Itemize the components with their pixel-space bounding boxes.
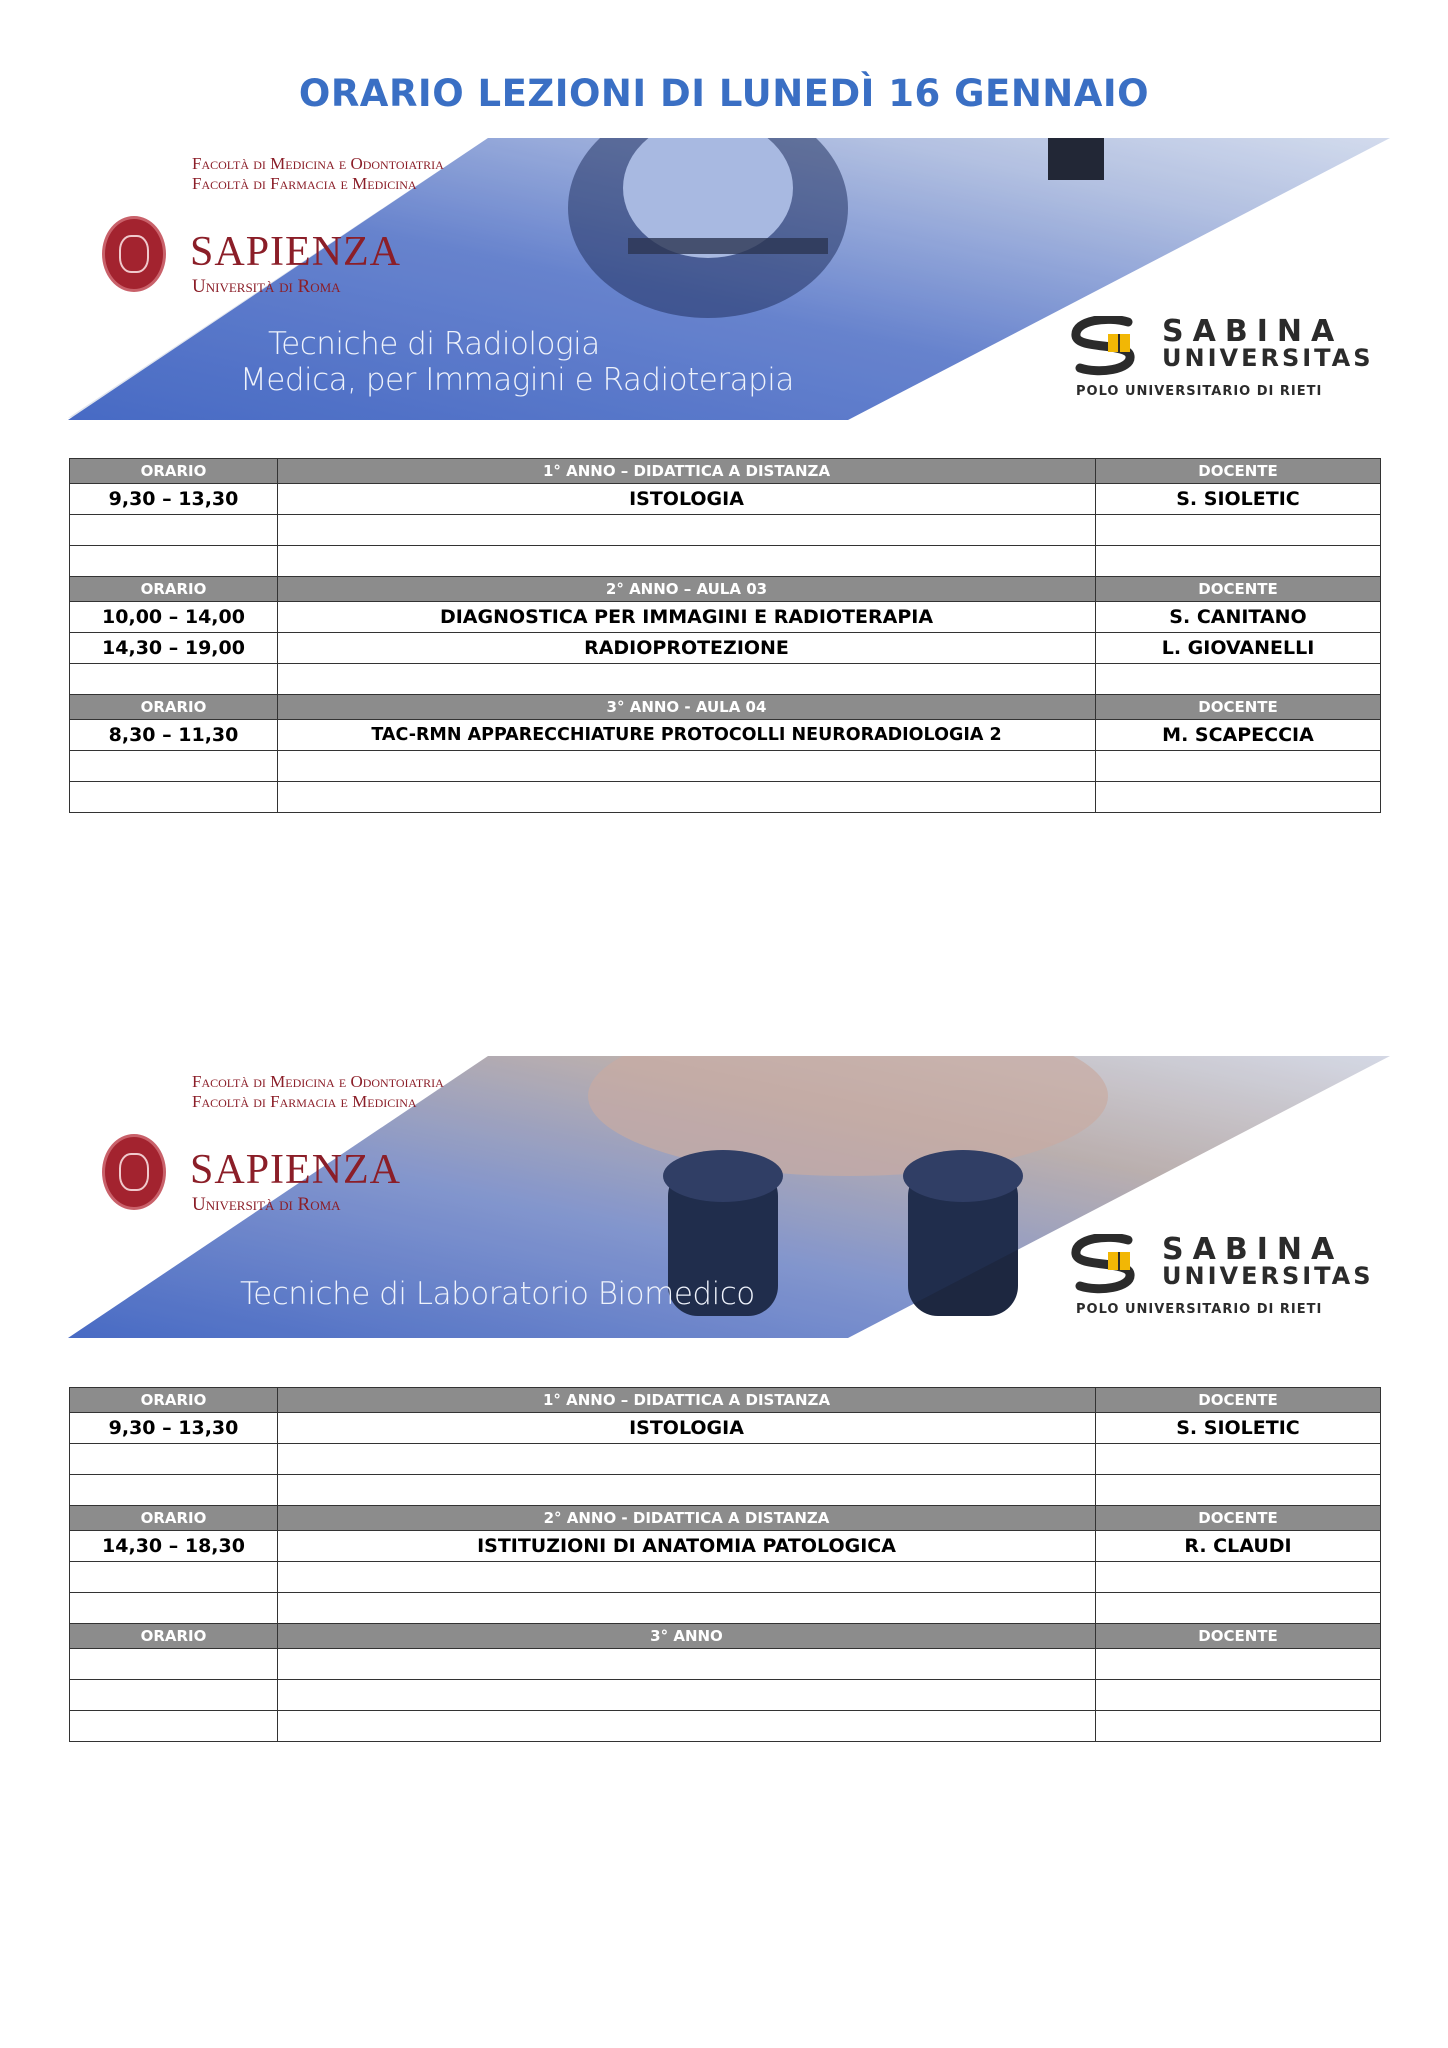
- cell-subject: RADIOPROTEZIONE: [278, 633, 1096, 664]
- cell-teacher: [1096, 664, 1381, 695]
- sabina-universitas-logo: [1068, 316, 1378, 406]
- header-time: ORARIO: [70, 1624, 278, 1649]
- course-title-line-1: Tecniche di Radiologia: [268, 326, 600, 362]
- header-teacher: DOCENTE: [1096, 695, 1381, 720]
- table-row: [70, 1444, 1381, 1475]
- partner-name: SABINA: [1162, 314, 1344, 349]
- cell-time: [70, 1680, 278, 1711]
- cell-teacher: [1096, 1711, 1381, 1742]
- table-row: [70, 1413, 1381, 1444]
- table-row: [70, 751, 1381, 782]
- course-banner-radiology: [68, 138, 1390, 420]
- header-teacher: DOCENTE: [1096, 577, 1381, 602]
- table-row: [70, 515, 1381, 546]
- cell-time: 8,30 – 11,30: [70, 720, 278, 751]
- cell-teacher: S. CANITANO: [1096, 602, 1381, 633]
- table-header-row: [70, 1624, 1381, 1649]
- cell-subject: [278, 1649, 1096, 1680]
- table-row: [70, 633, 1381, 664]
- header-year: 1° ANNO – DIDATTICA A DISTANZA: [278, 1388, 1096, 1413]
- header-year: 2° ANNO – AULA 03: [278, 577, 1096, 602]
- cell-subject: [278, 782, 1096, 813]
- cell-time: 9,30 – 13,30: [70, 484, 278, 515]
- cell-subject: DIAGNOSTICA PER IMMAGINI E RADIOTERAPIA: [278, 602, 1096, 633]
- table-row: [70, 484, 1381, 515]
- table-row: [70, 782, 1381, 813]
- table-header-row: [70, 695, 1381, 720]
- cell-teacher: M. SCAPECCIA: [1096, 720, 1381, 751]
- cell-subject: [278, 1444, 1096, 1475]
- sabina-book-icon: [1068, 316, 1158, 376]
- cell-time: [70, 1649, 278, 1680]
- table-header-row: [70, 459, 1381, 484]
- header-time: ORARIO: [70, 577, 278, 602]
- cell-time: [70, 782, 278, 813]
- cell-time: [70, 751, 278, 782]
- header-year: 1° ANNO – DIDATTICA A DISTANZA: [278, 459, 1096, 484]
- cell-subject: [278, 751, 1096, 782]
- table-header-row: [70, 1388, 1381, 1413]
- faculty-line-2: Facoltà di Farmacia e Medicina: [192, 174, 417, 193]
- table-row: [70, 720, 1381, 751]
- cell-teacher: [1096, 515, 1381, 546]
- table-header-row: [70, 1506, 1381, 1531]
- cell-subject: [278, 1562, 1096, 1593]
- header-time: ORARIO: [70, 695, 278, 720]
- cell-time: [70, 546, 278, 577]
- cell-teacher: S. SIOLETIC: [1096, 484, 1381, 515]
- cell-teacher: [1096, 546, 1381, 577]
- cell-time: 9,30 – 13,30: [70, 1413, 278, 1444]
- cell-time: 14,30 – 18,30: [70, 1531, 278, 1562]
- cell-teacher: S. SIOLETIC: [1096, 1413, 1381, 1444]
- cell-subject: ISTOLOGIA: [278, 1413, 1096, 1444]
- cell-subject: [278, 664, 1096, 695]
- cell-teacher: [1096, 1593, 1381, 1624]
- page-title: ORARIO LEZIONI DI LUNEDÌ 16 GENNAIO: [298, 72, 1150, 115]
- university-name: SAPIENZA: [190, 229, 402, 275]
- header-teacher: DOCENTE: [1096, 459, 1381, 484]
- cell-teacher: [1096, 751, 1381, 782]
- table-row: [70, 1531, 1381, 1562]
- header-teacher: DOCENTE: [1096, 1388, 1381, 1413]
- university-name: SAPIENZA: [190, 1147, 402, 1193]
- cell-time: 10,00 – 14,00: [70, 602, 278, 633]
- partner-sub: UNIVERSITAS: [1162, 344, 1374, 372]
- table-row: [70, 602, 1381, 633]
- schedule-table-laboratory: [69, 1387, 1381, 1742]
- cell-teacher: [1096, 1680, 1381, 1711]
- cell-time: [70, 664, 278, 695]
- sabina-book-icon: [1068, 1234, 1158, 1294]
- faculty-line-2: Facoltà di Farmacia e Medicina: [192, 1092, 417, 1111]
- header-year: 2° ANNO - DIDATTICA A DISTANZA: [278, 1506, 1096, 1531]
- course-banner-laboratory: [68, 1056, 1390, 1338]
- partner-polo: POLO UNIVERSITARIO DI RIETI: [1076, 384, 1323, 399]
- cell-time: [70, 1562, 278, 1593]
- cell-time: [70, 515, 278, 546]
- header-year: 3° ANNO: [278, 1624, 1096, 1649]
- sabina-universitas-logo: [1068, 1234, 1378, 1324]
- sapienza-seal-icon: [102, 1134, 166, 1210]
- university-sub: Università di Roma: [192, 1194, 341, 1215]
- table-row: [70, 1649, 1381, 1680]
- cell-teacher: [1096, 1444, 1381, 1475]
- cell-subject: [278, 1593, 1096, 1624]
- header-time: ORARIO: [70, 459, 278, 484]
- cell-subject: [278, 1680, 1096, 1711]
- partner-name: SABINA: [1162, 1232, 1344, 1267]
- schedule-table-radiology: [69, 458, 1381, 813]
- partner-polo: POLO UNIVERSITARIO DI RIETI: [1076, 1302, 1323, 1317]
- table-header-row: [70, 577, 1381, 602]
- table-row: [70, 1680, 1381, 1711]
- cell-subject: TAC-RMN APPARECCHIATURE PROTOCOLLI NEURORADIOLOGIA 2: [278, 720, 1096, 751]
- cell-subject: [278, 1711, 1096, 1742]
- header-teacher: DOCENTE: [1096, 1506, 1381, 1531]
- cell-subject: ISTOLOGIA: [278, 484, 1096, 515]
- header-time: ORARIO: [70, 1388, 278, 1413]
- cell-teacher: [1096, 1562, 1381, 1593]
- header-time: ORARIO: [70, 1506, 278, 1531]
- table-row: [70, 1475, 1381, 1506]
- course-title-line-2: Medica, per Immagini e Radioterapia: [240, 362, 794, 398]
- university-sub: Università di Roma: [192, 276, 341, 297]
- header-year: 3° ANNO - AULA 04: [278, 695, 1096, 720]
- table-row: [70, 1562, 1381, 1593]
- table-row: [70, 546, 1381, 577]
- cell-subject: ISTITUZIONI DI ANATOMIA PATOLOGICA: [278, 1531, 1096, 1562]
- header-teacher: DOCENTE: [1096, 1624, 1381, 1649]
- cell-teacher: R. CLAUDI: [1096, 1531, 1381, 1562]
- faculty-line-1: Facoltà di Medicina e Odontoiatria: [192, 1072, 444, 1091]
- course-title-line-1: Tecniche di Laboratorio Biomedico: [240, 1276, 755, 1312]
- cell-teacher: L. GIOVANELLI: [1096, 633, 1381, 664]
- cell-subject: [278, 1475, 1096, 1506]
- sapienza-seal-icon: [102, 216, 166, 292]
- cell-teacher: [1096, 782, 1381, 813]
- cell-teacher: [1096, 1475, 1381, 1506]
- faculty-line-1: Facoltà di Medicina e Odontoiatria: [192, 154, 444, 173]
- cell-subject: [278, 546, 1096, 577]
- cell-time: [70, 1593, 278, 1624]
- cell-subject: [278, 515, 1096, 546]
- partner-sub: UNIVERSITAS: [1162, 1262, 1374, 1290]
- cell-time: 14,30 – 19,00: [70, 633, 278, 664]
- cell-time: [70, 1475, 278, 1506]
- table-row: [70, 1711, 1381, 1742]
- cell-time: [70, 1711, 278, 1742]
- cell-time: [70, 1444, 278, 1475]
- cell-teacher: [1096, 1649, 1381, 1680]
- table-row: [70, 664, 1381, 695]
- table-row: [70, 1593, 1381, 1624]
